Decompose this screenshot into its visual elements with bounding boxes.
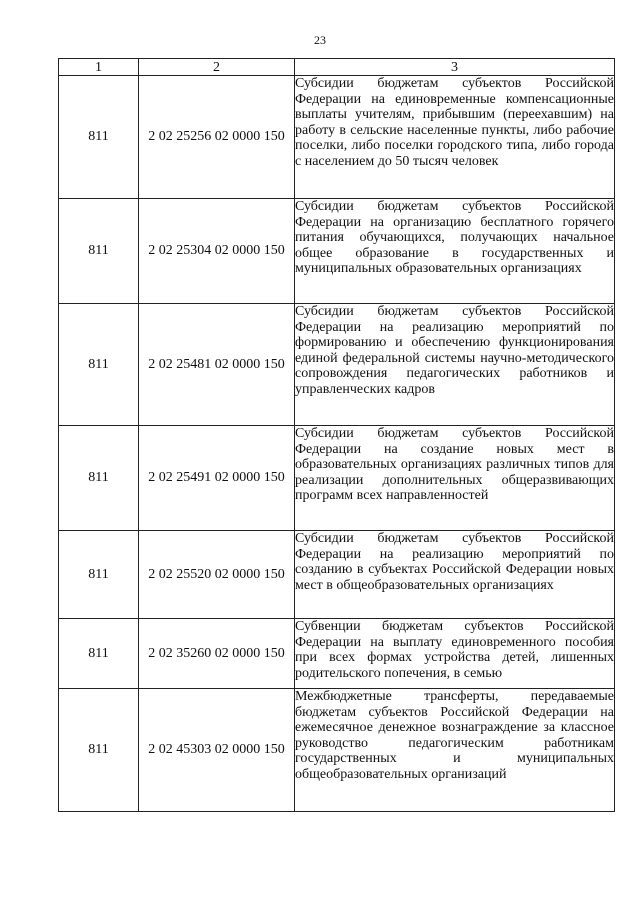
budget-code-cell: 2 02 45303 02 0000 150 — [139, 689, 295, 812]
revenue-name-text: Субсидии бюджетам субъектов Российской Федерации на организацию бесплатного горячего питания обучающихся, получающих начальное общее образование в государственных и муниципальных образовательных организациях — [295, 199, 614, 277]
admin-code-cell: 811 — [59, 689, 139, 812]
budget-code-cell: 2 02 25304 02 0000 150 — [139, 199, 295, 304]
revenue-name-cell — [295, 689, 615, 812]
revenue-name-cell — [295, 531, 615, 619]
table-row — [59, 689, 615, 812]
table-row — [59, 531, 615, 619]
table-row — [59, 304, 615, 426]
budget-classification-table — [58, 58, 615, 812]
admin-code-cell: 811 — [59, 426, 139, 531]
revenue-name-text: Субсидии бюджетам субъектов Российской Федерации на реализацию мероприятий по формированию и обеспечению функционирования единой федеральной системы научно-методического сопровождения педагогических работников и управленческих кадров — [295, 304, 614, 397]
revenue-name-cell — [295, 76, 615, 199]
budget-code-cell: 2 02 25481 02 0000 150 — [139, 304, 295, 426]
page-number: 23 — [314, 33, 326, 47]
revenue-name-text: Субсидии бюджетам субъектов Российской Федерации на реализацию мероприятий по созданию в субъектах Российской Федерации новых мест в общеобразовательных организациях — [295, 531, 614, 593]
revenue-name-text: Межбюджетные трансферты, передаваемые бюджетам субъектов Российской Федерации на ежемесячное денежное вознаграждение за классное руководство педагогическим работникам государственных и муниципальных общеобразовательных организаций — [295, 689, 614, 782]
budget-code-cell: 2 02 25491 02 0000 150 — [139, 426, 295, 531]
revenue-name-text: Субвенции бюджетам субъектов Российской Федерации на выплату единовременного пособия при всех формах устройства детей, лишенных родительского попечения, в семью — [295, 619, 614, 681]
table-row — [59, 76, 615, 199]
admin-code-cell: 811 — [59, 619, 139, 689]
budget-code-cell: 2 02 25256 02 0000 150 — [139, 76, 295, 199]
column-header-2: 2 — [139, 59, 295, 76]
admin-code-cell: 811 — [59, 531, 139, 619]
table-row — [59, 199, 615, 304]
revenue-name-cell — [295, 199, 615, 304]
table-row — [59, 619, 615, 689]
budget-code-cell: 2 02 25520 02 0000 150 — [139, 531, 295, 619]
admin-code-cell: 811 — [59, 304, 139, 426]
budget-code-cell: 2 02 35260 02 0000 150 — [139, 619, 295, 689]
admin-code-cell: 811 — [59, 76, 139, 199]
revenue-name-text: Субсидии бюджетам субъектов Российской Федерации на единовременные компенсационные выплаты учителям, прибывшим (переехавшим) на работу в сельские населенные пункты, либо рабочие поселки, либо поселки городского типа, либо города с населением до 50 тысяч человек — [295, 76, 614, 169]
admin-code-cell: 811 — [59, 199, 139, 304]
revenue-name-text: Субсидии бюджетам субъектов Российской Федерации на создание новых мест в образовательных организациях различных типов для реализации дополнительных общеразвивающих программ всех направленностей — [295, 426, 614, 504]
revenue-name-cell — [295, 619, 615, 689]
column-header-1: 1 — [59, 59, 139, 76]
column-header-3: 3 — [295, 59, 615, 76]
revenue-name-cell — [295, 304, 615, 426]
table-row — [59, 426, 615, 531]
revenue-name-cell — [295, 426, 615, 531]
table-header-row — [59, 59, 615, 76]
